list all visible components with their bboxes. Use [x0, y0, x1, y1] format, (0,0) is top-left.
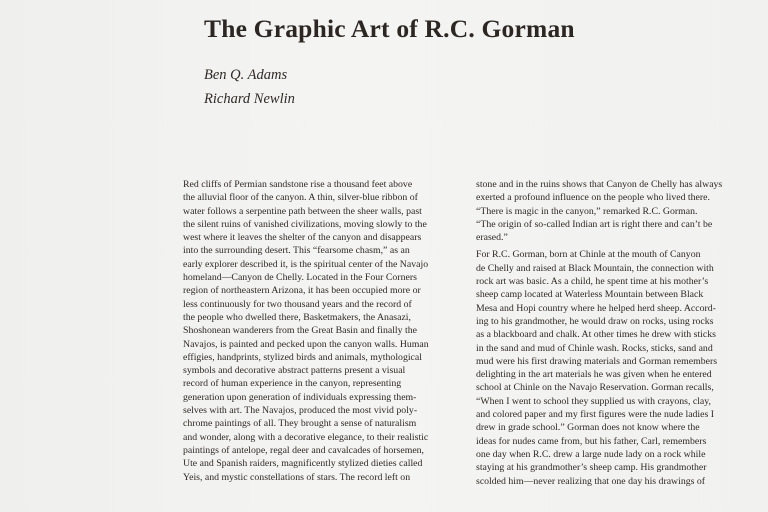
- text-line: and colored paper and my first figures were the nude ladies I: [476, 409, 715, 421]
- text-line: and wonder, along with a decorative elegance, to their realistic: [183, 431, 429, 443]
- text-line: early explorer described it, is the spiritual center of the Navajo: [183, 258, 429, 270]
- body-paragraph: [476, 248, 744, 487]
- text-line: Yeis, and mystic constellations of stars. The record left on: [183, 471, 411, 483]
- text-line: For R.C. Gorman, born at Chinle at the mouth of Canyon: [476, 249, 701, 261]
- text-line: homeland—Canyon de Chelly. Located in the Four Corners: [183, 272, 417, 284]
- text-line: Shoshonean wanderers from the Great Basin and finally the: [183, 325, 417, 337]
- body-paragraph: [476, 178, 744, 244]
- text-line: effigies, handprints, stylized birds and animals, mythological: [183, 351, 422, 363]
- text-line: selves with art. The Navajos, produced the most vivid poly-: [183, 405, 418, 417]
- text-line: record of human experience in the canyon, representing: [183, 378, 402, 390]
- text-line: “When I went to school they supplied us with crayons, clay,: [476, 395, 711, 407]
- text-line: water follows a serpentine path between the sheer walls, past: [183, 205, 422, 217]
- text-line: ing to his grandmother, he would draw on rocks, using rocks: [476, 315, 714, 327]
- text-line: generation upon generation of individuals expressing them-: [183, 391, 417, 403]
- text-line: region of northeastern Arizona, it has been occupied more or: [183, 285, 421, 297]
- text-line: exerted a profound influence on the people who lived there.: [476, 192, 710, 204]
- text-line: rock art was basic. As a child, he spent time at his mother’s: [476, 276, 709, 288]
- right-column: [476, 178, 744, 488]
- text-line: less continuously for two thousand years and the record of: [183, 298, 412, 310]
- text-line: Mesa and Hopi country where he helped herd sheep. Accord-: [476, 302, 716, 314]
- text-line: erased.”: [476, 232, 508, 244]
- text-line: school at Chinle on the Navajo Reservation. Gorman recalls,: [476, 382, 714, 394]
- text-line: one day when R.C. drew a large nude lady on a rock while: [476, 448, 706, 460]
- text-line: scolded him—never realizing that one day his drawings of: [476, 475, 706, 487]
- page-title: The Graphic Art of R.C. Gorman: [204, 14, 575, 43]
- text-line: west where it leaves the shelter of the canyon and disappears: [183, 232, 422, 244]
- text-line: the silent ruins of vanished civilizations, moving slowly to the: [183, 218, 427, 230]
- text-line: the alluvial floor of the canyon. A thin, silver-blue ribbon of: [183, 192, 418, 204]
- text-line: Red cliffs of Permian sandstone rise a thousand feet above: [183, 179, 413, 190]
- text-line: mud were his first drawing materials and Gorman remembers: [476, 355, 718, 367]
- text-line: delighting in the art materials he was given when he entered: [476, 369, 712, 381]
- text-line: Ute and Spanish raiders, magnificently stylized dieties called: [183, 458, 423, 470]
- text-line: into the surrounding desert. This “fearsome chasm,” as an: [183, 245, 410, 257]
- text-line: staying at his grandmother’s sheep camp. His grandmother: [476, 462, 707, 474]
- text-line: stone and in the ruins shows that Canyon de Chelly has always: [476, 179, 723, 190]
- text-line: Navajos, is painted and pecked upon the canyon walls. Human: [183, 338, 429, 350]
- left-column: [183, 178, 445, 484]
- text-line: de Chelly and raised at Black Mountain, the connection with: [476, 262, 714, 274]
- text-line: as a blackboard and chalk. At other times he drew with sticks: [476, 329, 716, 341]
- author-name: Richard Newlin: [204, 91, 295, 107]
- text-line: symbols and decorative abstract patterns present a visual: [183, 365, 406, 377]
- text-line: ideas for nudes came from, but his father, Carl, remembers: [476, 435, 707, 447]
- text-line: paintings of antelope, regal deer and cavalcades of horsemen,: [183, 444, 425, 456]
- text-line: “There is magic in the canyon,” remarked R.C. Gorman.: [476, 205, 698, 217]
- text-line: drew in grade school.” Gorman does not know where the: [476, 422, 700, 434]
- text-line: “The origin of so-called Indian art is right there and can’t be: [476, 218, 713, 230]
- text-line: in the sand and mud of Chinle wash. Rocks, sticks, sand and: [476, 342, 713, 354]
- text-line: the people who dwelled there, Basketmakers, the Anasazi,: [183, 311, 411, 323]
- author-name: Ben Q. Adams: [204, 67, 288, 83]
- text-line: chrome paintings of all. They brought a sense of naturalism: [183, 418, 417, 430]
- text-line: sheep camp located at Waterless Mountain between Black: [476, 289, 704, 301]
- author-list: [204, 63, 504, 111]
- body-paragraph: [183, 178, 445, 484]
